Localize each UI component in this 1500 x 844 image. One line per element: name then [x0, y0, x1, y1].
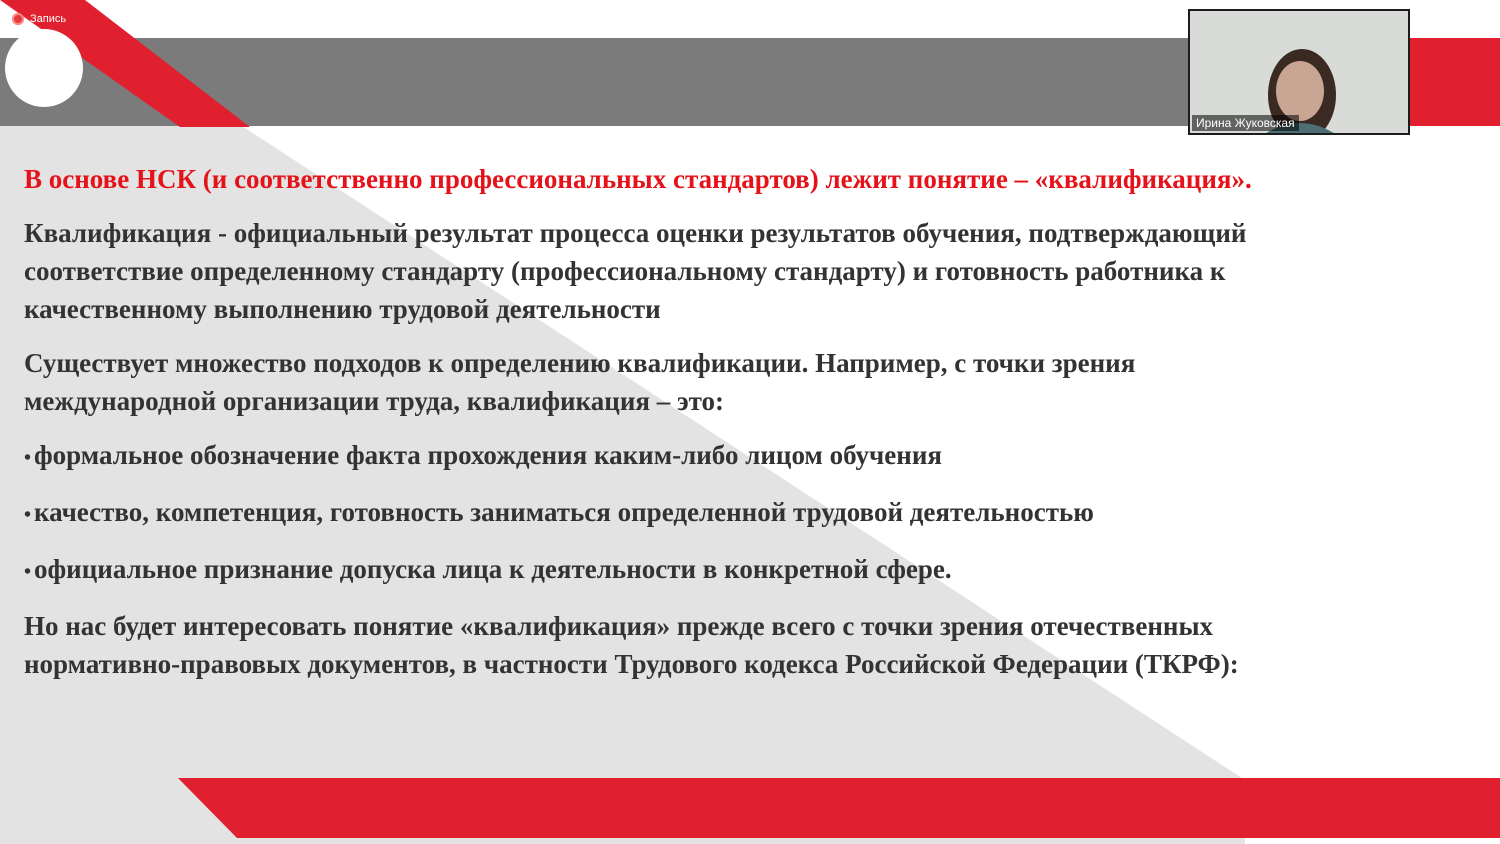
approaches-paragraph: Существует множество подходов к определению квалификации. Например, с точки зрения международной организации труда, квалификация – это:	[24, 348, 1136, 416]
recording-label: Запись	[30, 13, 67, 25]
bullet-item	[24, 436, 1404, 477]
bullet-icon: •	[24, 447, 32, 469]
bullet-item	[24, 550, 1404, 591]
participant-video[interactable]	[1188, 9, 1410, 135]
bullet-text: официальное признание допуска лица к деятельности в конкретной сфере.	[34, 554, 952, 584]
definition-paragraph: Квалификация - официальный результат процесса оценки результатов обучения, подтверждающий соответствие определенному стандарту (профессиональному стандарту) и готовность работника к качественному выполнению трудовой деятельности	[24, 218, 1247, 324]
bullet-icon: •	[24, 504, 32, 526]
bullet-item	[24, 493, 1404, 534]
slide-content	[24, 160, 1404, 683]
conclusion-paragraph: Но нас будет интересовать понятие «квалификация» прежде всего с точки зрения отечественных нормативно-правовых документов, в частности Трудового кодекса Российской Федерации (ТКРФ):	[24, 611, 1239, 679]
recording-indicator[interactable]	[12, 11, 66, 27]
bullet-text: формальное обозначение факта прохождения каким-либо лицом обучения	[34, 440, 942, 470]
bullet-text: качество, компетенция, готовность заниматься определенной трудовой деятельностью	[34, 497, 1094, 527]
participant-name: Ирина Жуковская	[1192, 115, 1299, 131]
slide-heading: В основе НСК (и соответственно профессиональных стандартов) лежит понятие – «квалификация».	[24, 164, 1252, 194]
record-icon	[12, 13, 24, 25]
bullet-icon: •	[24, 561, 32, 583]
logo-circle	[5, 29, 83, 107]
red-footer-band	[178, 778, 1500, 838]
